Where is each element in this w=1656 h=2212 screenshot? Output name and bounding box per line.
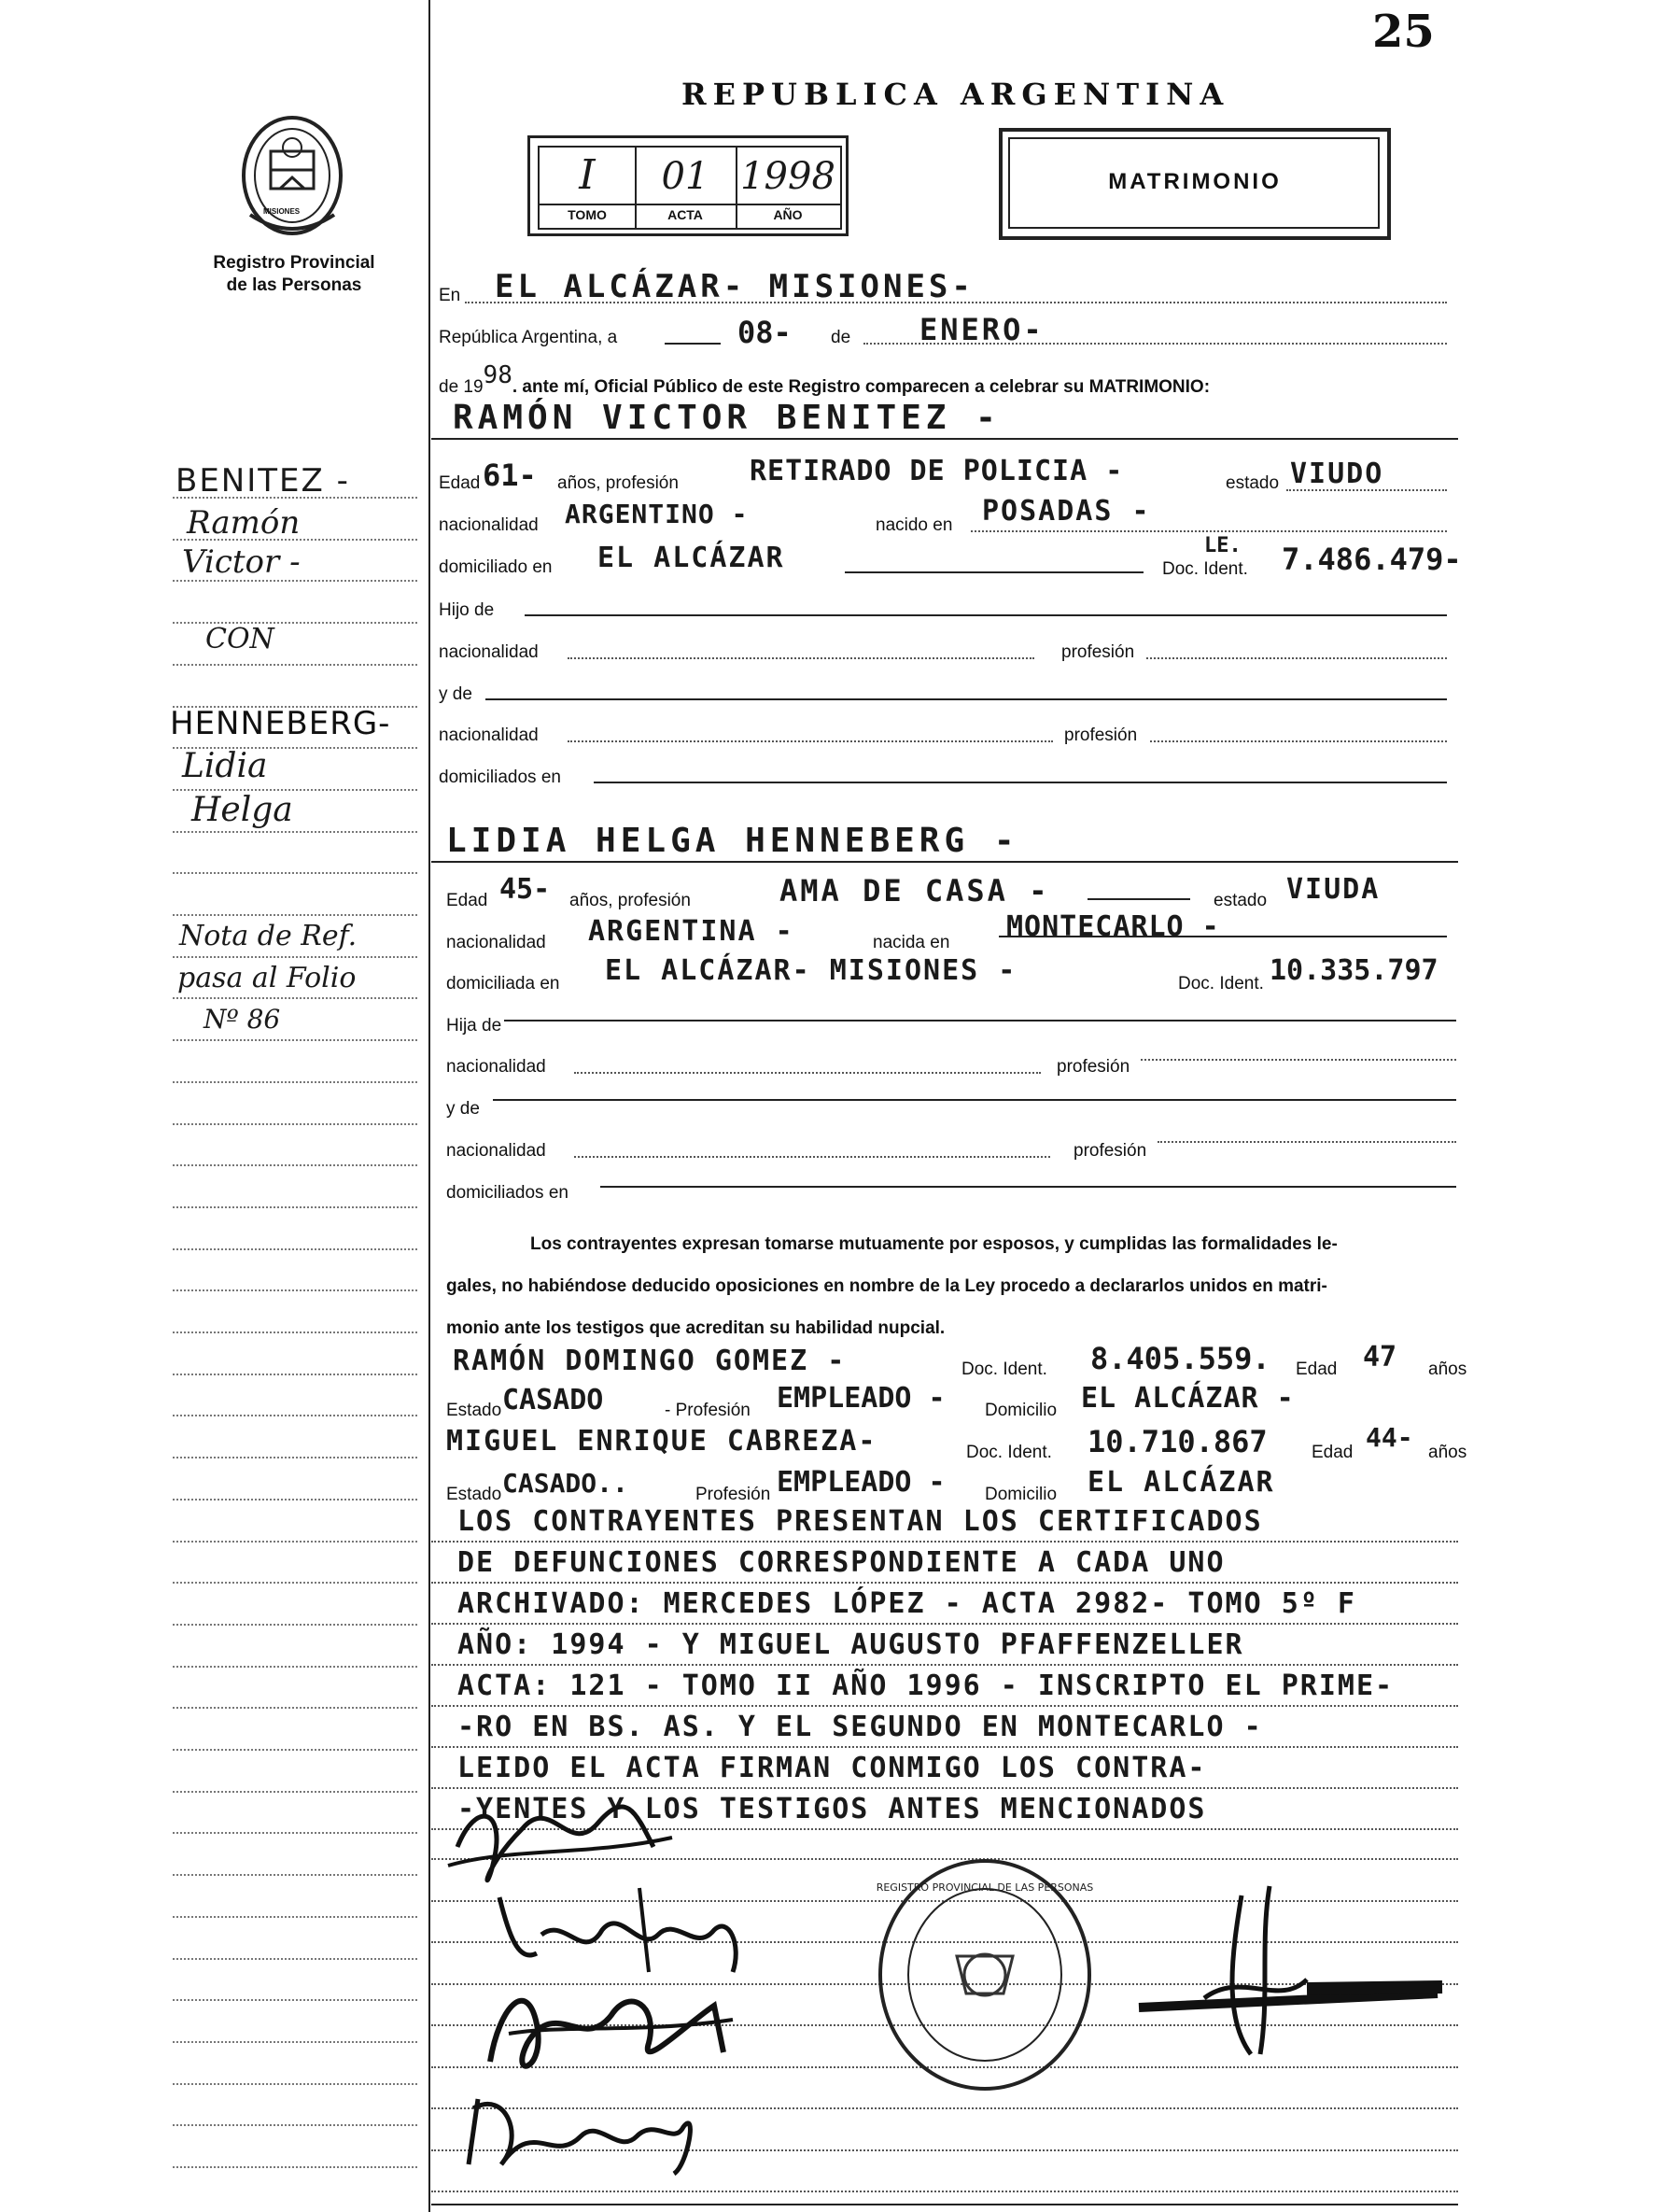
witness1-doc-number: 8.405.559. (1090, 1341, 1270, 1376)
witness1-domicile: EL ALCÁZAR - (1081, 1382, 1295, 1415)
margin-note-line1: BENITEZ - (175, 462, 350, 500)
bride-nacida-label: nacida en (873, 933, 950, 952)
bride-estado-label: estado (1214, 891, 1268, 910)
margin-rule-line (173, 1666, 417, 1668)
margin-rule-line (173, 1123, 417, 1125)
margin-rule-line (173, 1958, 417, 1960)
seal-label: MISIONES (263, 207, 301, 216)
observation-rule (431, 1582, 1458, 1584)
witness2-doc-label: Doc. Ident. (966, 1443, 1052, 1462)
groom-edad-label: Edad (439, 473, 481, 493)
margin-rule-line (173, 1582, 417, 1584)
tomo-value: I (579, 151, 596, 199)
groom-age: 61- (483, 458, 537, 493)
margin-rule-line (173, 1164, 417, 1166)
observation-line: LOS CONTRAYENTES PRESENTAN LOS CERTIFICADOS (457, 1505, 1263, 1538)
bride-anos-profesion-label: años, profesión (569, 891, 691, 910)
margin-note-line4: CON (205, 623, 274, 655)
margin-rule-line (173, 1832, 417, 1834)
ano-value: 1998 (740, 155, 835, 198)
bride-profession: AMA DE CASA - (779, 873, 1050, 909)
place-value: EL ALCÁZAR- MISIONES- (495, 268, 975, 305)
witness2-doc-number: 10.710.867 (1088, 1424, 1268, 1459)
witness2-domicilio-label: Domicilio (985, 1485, 1058, 1504)
margin-rule-line (173, 1916, 417, 1918)
margin-rule-line (173, 2166, 417, 2168)
margin-note-line7: Helga (191, 791, 293, 829)
margin-rule-line (173, 997, 417, 999)
witness1-edad-label: Edad (1296, 1360, 1338, 1379)
margin-rule-line (173, 1374, 417, 1375)
signature-3 (471, 1968, 742, 2090)
margin-rule-line (173, 1874, 417, 1876)
witness1-profession: EMPLEADO - (777, 1382, 946, 1415)
provincial-seal (232, 112, 353, 243)
witness2-edad-label: Edad (1312, 1443, 1354, 1462)
observation-line: ACTA: 121 - TOMO II AÑO 1996 - INSCRIPTO EL PRIME- (457, 1670, 1395, 1702)
margin-rule-line (173, 1289, 417, 1291)
margin-rule-line (173, 1331, 417, 1333)
margin-rule-line (173, 1415, 417, 1416)
margin-rule-line (173, 1457, 417, 1458)
groom-domicile: EL ALCÁZAR (597, 542, 785, 574)
margin-rule-line (173, 1791, 417, 1793)
margin-rule-line (173, 956, 417, 958)
registry-line-1: Registro Provincial (213, 253, 375, 273)
groom-profession: RETIRADO DE POLICIA - (750, 455, 1124, 487)
witness1-civil-status: CASADO (502, 1384, 604, 1416)
margin-rule-line (173, 2083, 417, 2085)
bride-nacionalidad-label: nacionalidad (446, 933, 546, 952)
bride-doc-number: 10.335.797 (1270, 954, 1438, 987)
groom-nationality: ARGENTINO - (565, 499, 749, 529)
margin-rule-line (173, 1624, 417, 1626)
groom-parent2-nacionalidad-label: nacionalidad (439, 726, 539, 745)
declaration-line-2: gales, no habiéndose deducido oposiciones en nombre de la Ley procedo a declararlos unidos en matri- (446, 1276, 1327, 1296)
stamp-text: REGISTRO PROVINCIAL DE LAS PERSONAS (876, 1881, 1094, 1894)
margin-rule-line (173, 1541, 417, 1543)
margin-note-line9: pasa al Folio (177, 962, 357, 994)
bride-domiciliada-label: domiciliada en (446, 974, 560, 993)
groom-nacionalidad-label: nacionalidad (439, 515, 539, 535)
official-signature (1120, 1877, 1456, 2064)
witness1-domicilio-label: Domicilio (985, 1401, 1058, 1420)
witness2-age: 44- (1366, 1422, 1413, 1453)
day-value: 08- (737, 315, 792, 350)
groom-parent2-profesion-label: profesión (1064, 726, 1138, 745)
margin-rule-line (173, 1499, 417, 1500)
margin-note-line10: Nº 86 (203, 1004, 281, 1035)
witness2-civil-status: CASADO.. (502, 1468, 628, 1499)
declaration-text (446, 1223, 1464, 1349)
groom-anos-profesion-label: años, profesión (557, 473, 679, 493)
margin-rule-line (173, 1081, 417, 1083)
country-title: REPUBLICA ARGENTINA (681, 77, 1230, 112)
bride-doc-label: Doc. Ident. (1178, 974, 1264, 993)
observation-rule (431, 1787, 1458, 1789)
witness1-profesion-label: - Profesión (665, 1401, 751, 1420)
acta-value: 01 (661, 155, 709, 198)
margin-note-line3: Victor - (182, 543, 301, 581)
witness2-profesion-label: Profesión (695, 1485, 771, 1504)
groom-domiciliado-label: domiciliado en (439, 557, 553, 577)
bride-age: 45- (499, 873, 551, 906)
witness2-profession: EMPLEADO - (777, 1466, 946, 1499)
witness1-estado-label: Estado (446, 1401, 502, 1420)
bride-civil-status: VIUDA (1286, 873, 1381, 906)
bride-y-de-label: y de (446, 1099, 480, 1119)
margin-rule-line (173, 914, 417, 916)
margin-rule-line (173, 2124, 417, 2126)
observation-line: AÑO: 1994 - Y MIGUEL AUGUSTO PFAFFENZELLER (457, 1628, 1244, 1661)
month-value: ENERO- (919, 312, 1045, 347)
bride-parent2-nacionalidad-label: nacionalidad (446, 1141, 546, 1161)
margin-rule-line (173, 664, 417, 666)
witness2-name: MIGUEL ENRIQUE CABREZA- (446, 1425, 877, 1458)
document-type: MATRIMONIO (1108, 169, 1282, 194)
bride-parent2-profesion-label: profesión (1074, 1141, 1147, 1161)
official-stamp (873, 1853, 1097, 2096)
observation-rule (431, 1541, 1458, 1543)
signature-rule-line (431, 2191, 1458, 2192)
margin-rule-line (173, 872, 417, 874)
margin-rule-line (173, 2041, 417, 2043)
declaration-line-1: Los contrayentes expresan tomarse mutuamente por esposos, y cumplidas las formalidades le- (530, 1234, 1338, 1254)
witness2-domicile: EL ALCÁZAR (1088, 1466, 1275, 1499)
observation-rule (431, 1664, 1458, 1666)
groom-parent1-profesion-label: profesión (1061, 642, 1135, 662)
witness1-name: RAMÓN DOMINGO GOMEZ - (453, 1345, 847, 1377)
registry-name (159, 252, 429, 297)
tomo-label: TOMO (568, 207, 607, 222)
groom-doc-label: Doc. Ident. (1162, 559, 1248, 579)
year-label (439, 361, 1211, 399)
record-number-box (527, 135, 849, 236)
bride-birthplace: MONTECARLO - (1006, 910, 1220, 943)
acta-label: ACTA (667, 207, 703, 222)
comparecen-text: . ante mí, Oficial Público de este Registro comparecen a celebrar su MATRIMONIO: (512, 377, 1211, 397)
groom-doc-number: 7.486.479- (1282, 542, 1462, 577)
groom-estado-label: estado (1226, 473, 1280, 493)
margin-rule-line (173, 831, 417, 833)
bride-parent1-profesion-label: profesión (1057, 1057, 1130, 1077)
ano-label: AÑO (773, 207, 803, 222)
bride-domicile: EL ALCÁZAR- MISIONES - (605, 954, 1017, 987)
witness1-doc-label: Doc. Ident. (961, 1360, 1047, 1379)
margin-rule-line (173, 1707, 417, 1709)
margin-rule-line (173, 1248, 417, 1250)
page-number: 25 (1372, 6, 1435, 58)
groom-nacido-label: nacido en (876, 515, 953, 535)
registry-line-2: de las Personas (226, 275, 362, 295)
margin-note-line5: HENNEBERG- (170, 705, 391, 742)
margin-note-line2: Ramón (187, 504, 301, 542)
groom-y-de-label: y de (439, 684, 472, 704)
year-suffix: 98 (483, 361, 512, 389)
margin-rule-line (173, 1206, 417, 1208)
groom-full-name: RAMÓN VICTOR BENITEZ - (453, 399, 1001, 437)
margin-note-line6: Lidia (182, 747, 268, 785)
observation-line: -YENTES Y LOS TESTIGOS ANTES MENCIONADOS (457, 1793, 1207, 1825)
witness1-age: 47 (1363, 1341, 1397, 1374)
observation-line: DE DEFUNCIONES CORRESPONDIENTE A CADA UNO (457, 1546, 1226, 1579)
groom-birthplace: POSADAS - (982, 495, 1151, 528)
bride-parent1-nacionalidad-label: nacionalidad (446, 1057, 546, 1077)
en-label: En (439, 286, 461, 305)
groom-civil-status: VIUDO (1290, 458, 1384, 490)
bride-edad-label: Edad (446, 891, 488, 910)
de-label: de (831, 328, 851, 347)
republica-label: República Argentina, a (439, 328, 618, 347)
year-prefix: de 19 (439, 377, 484, 397)
bride-hija-de-label: Hija de (446, 1016, 502, 1036)
observation-line: -RO EN BS. AS. Y EL SEGUNDO EN MONTECARLO - (457, 1711, 1263, 1743)
observation-rule (431, 1623, 1458, 1625)
observation-rule (431, 1705, 1458, 1707)
observation-rule (431, 1746, 1458, 1748)
groom-hijo-de-label: Hijo de (439, 600, 495, 620)
margin-rule-line (173, 1749, 417, 1751)
observation-line: LEIDO EL ACTA FIRMAN CONMIGO LOS CONTRA- (457, 1752, 1207, 1784)
bride-nationality: ARGENTINA - (588, 915, 794, 948)
signature-4 (450, 2080, 711, 2183)
margin-note-line8: Nota de Ref. (179, 920, 358, 952)
witness1-anos-label: años (1428, 1360, 1467, 1379)
witness2-anos-label: años (1428, 1443, 1467, 1462)
bride-domiciliados-label: domiciliados en (446, 1183, 568, 1203)
groom-domiciliados-label: domiciliados en (439, 768, 561, 787)
observation-line: ARCHIVADO: MERCEDES LÓPEZ - ACTA 2982- TOMO 5º F (457, 1587, 1356, 1620)
bride-full-name: LIDIA HELGA HENNEBERG - (446, 822, 1019, 860)
margin-rule-line (173, 1039, 417, 1041)
margin-rule-line (173, 1999, 417, 2001)
groom-parent1-nacionalidad-label: nacionalidad (439, 642, 539, 662)
witness2-estado-label: Estado (446, 1485, 502, 1504)
groom-doc-type: LE. (1204, 534, 1242, 557)
declaration-line-3: monio ante los testigos que acreditan su habilidad nupcial. (446, 1318, 946, 1338)
document-type-box (999, 128, 1391, 240)
